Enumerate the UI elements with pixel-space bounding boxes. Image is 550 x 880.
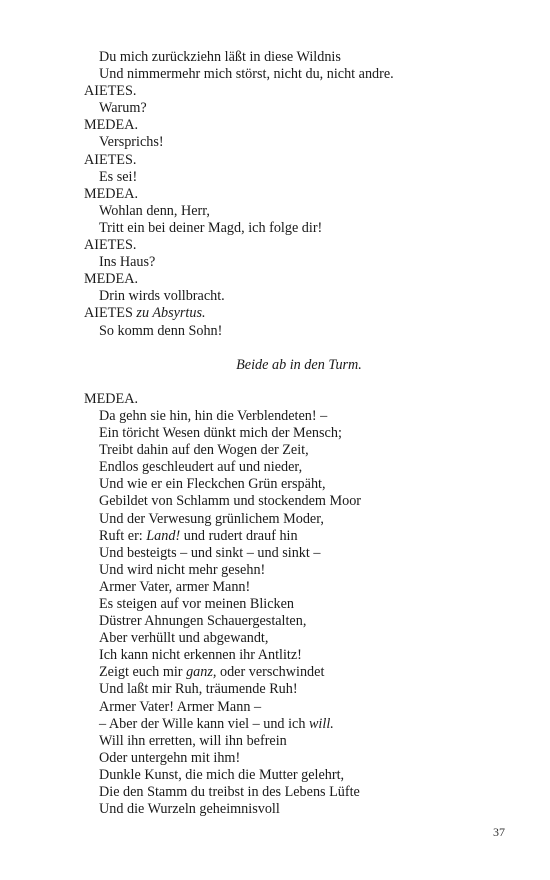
line-text: So komm denn Sohn! <box>99 322 223 339</box>
speaker-name <box>84 117 474 134</box>
line-text: Die den Stamm du treibst in des Lebens Lüfte <box>99 784 360 801</box>
speaker-name <box>84 152 474 169</box>
line-text: Und die Wurzeln geheimnisvoll <box>99 801 280 818</box>
line-text: AIETES <box>84 305 133 322</box>
speaker-name <box>84 391 474 408</box>
blank-line <box>84 374 474 391</box>
verse-line <box>84 66 474 83</box>
stage-direction <box>84 357 474 374</box>
verse-line <box>84 767 474 784</box>
line-text: Oder untergehn mit ihm! <box>99 749 241 766</box>
verse-line <box>84 476 474 493</box>
line-text: Es sei! <box>99 168 138 185</box>
line-text: Beide ab in den Turm. <box>236 356 362 373</box>
line-text: – Aber der Wille kann viel – und ich <box>99 715 309 732</box>
verse-line <box>84 49 474 66</box>
verse-line <box>84 100 474 117</box>
emphasis: Land! <box>146 527 181 544</box>
line-text: Treibt dahin auf den Wogen der Zeit, <box>99 442 309 459</box>
verse-line <box>84 134 474 151</box>
line-text: Ein töricht Wesen dünkt mich der Mensch; <box>99 425 342 442</box>
verse-line <box>84 579 474 596</box>
line-text: MEDEA. <box>84 185 138 202</box>
verse-line <box>84 716 474 733</box>
line-text: MEDEA. <box>84 271 138 288</box>
line-text: Ruft er: <box>99 527 147 544</box>
verse-line <box>84 613 474 630</box>
verse-line <box>84 254 474 271</box>
emphasis: will. <box>308 715 334 732</box>
verse-line <box>84 750 474 767</box>
line-text: Du mich zurückziehn läßt in diese Wildnis <box>99 49 341 65</box>
verse-line <box>84 528 474 545</box>
line-text: Warum? <box>99 100 147 117</box>
line-text: MEDEA. <box>84 390 138 407</box>
blank-line <box>84 340 474 357</box>
inline-stage-direction: zu Absyrtus. <box>132 305 206 322</box>
line-text-after: und rudert drauf hin <box>180 527 298 544</box>
line-text: Ich kann nicht erkennen ihr Antlitz! <box>99 647 302 664</box>
line-text: Will ihn erretten, will ihn befrein <box>99 732 287 749</box>
line-text: Versprichs! <box>99 134 164 151</box>
line-text: Düstrer Ahnungen Schauergestalten, <box>99 613 307 630</box>
verse-line <box>84 545 474 562</box>
emphasis: ganz, <box>186 664 217 681</box>
speaker-name <box>84 237 474 254</box>
line-text: Zeigt euch mir <box>99 664 187 681</box>
line-text: Und wie er ein Fleckchen Grün erspäht, <box>99 476 326 493</box>
speaker-name <box>84 271 474 288</box>
line-text: Da gehn sie hin, hin die Verblendeten! – <box>99 407 328 424</box>
line-text: Und der Verwesung grünlichem Moder, <box>99 510 324 527</box>
verse-line <box>84 664 474 681</box>
line-text: Es steigen auf vor meinen Blicken <box>99 596 295 612</box>
verse-line <box>84 442 474 459</box>
verse-line <box>84 630 474 647</box>
verse-line <box>84 562 474 579</box>
verse-line <box>84 733 474 750</box>
line-text: Aber verhüllt und abgewandt, <box>99 630 269 647</box>
speaker-name <box>84 186 474 203</box>
line-text: Wohlan denn, Herr, <box>99 202 210 219</box>
line-text: Dunkle Kunst, die mich die Mutter gelehrt, <box>99 766 345 783</box>
line-text-after: oder verschwindet <box>216 664 325 681</box>
verse-line <box>84 425 474 442</box>
page-body <box>84 49 474 818</box>
line-text: Und nimmermehr mich störst, nicht du, nicht andre. <box>99 66 394 83</box>
verse-line <box>84 323 474 340</box>
verse-line <box>84 699 474 716</box>
verse-line <box>84 220 474 237</box>
verse-line <box>84 784 474 801</box>
verse-line <box>84 203 474 220</box>
line-text: Und wird nicht mehr gesehn! <box>99 561 266 578</box>
verse-line <box>84 288 474 305</box>
verse-line <box>84 596 474 613</box>
line-text: Endlos geschleudert auf und nieder, <box>99 459 303 476</box>
line-text: Und laßt mir Ruh, träumende Ruh! <box>99 681 298 698</box>
verse-line <box>84 647 474 664</box>
verse-line <box>84 493 474 510</box>
verse-line <box>84 408 474 425</box>
verse-line <box>84 511 474 528</box>
verse-line <box>84 459 474 476</box>
line-text: Armer Vater, armer Mann! <box>99 578 251 595</box>
line-text: Armer Vater! Armer Mann – <box>99 698 262 715</box>
line-text: AIETES. <box>84 83 137 100</box>
line-text: Und besteigts – und sinkt – und sinkt – <box>99 544 321 561</box>
speaker-name <box>84 83 474 100</box>
speaker-name <box>84 305 474 322</box>
line-text: Gebildet von Schlamm und stockendem Moor <box>99 493 362 510</box>
line-text: MEDEA. <box>84 117 138 134</box>
verse-line <box>84 681 474 698</box>
line-text: Tritt ein bei deiner Magd, ich folge dir! <box>99 219 323 236</box>
page-number: 37 <box>493 825 505 839</box>
line-text: Ins Haus? <box>99 254 156 271</box>
line-text: Drin wirds vollbracht. <box>99 288 225 305</box>
line-text: AIETES. <box>84 151 137 168</box>
verse-line <box>84 801 474 818</box>
verse-line <box>84 169 474 186</box>
line-text: AIETES. <box>84 237 137 254</box>
